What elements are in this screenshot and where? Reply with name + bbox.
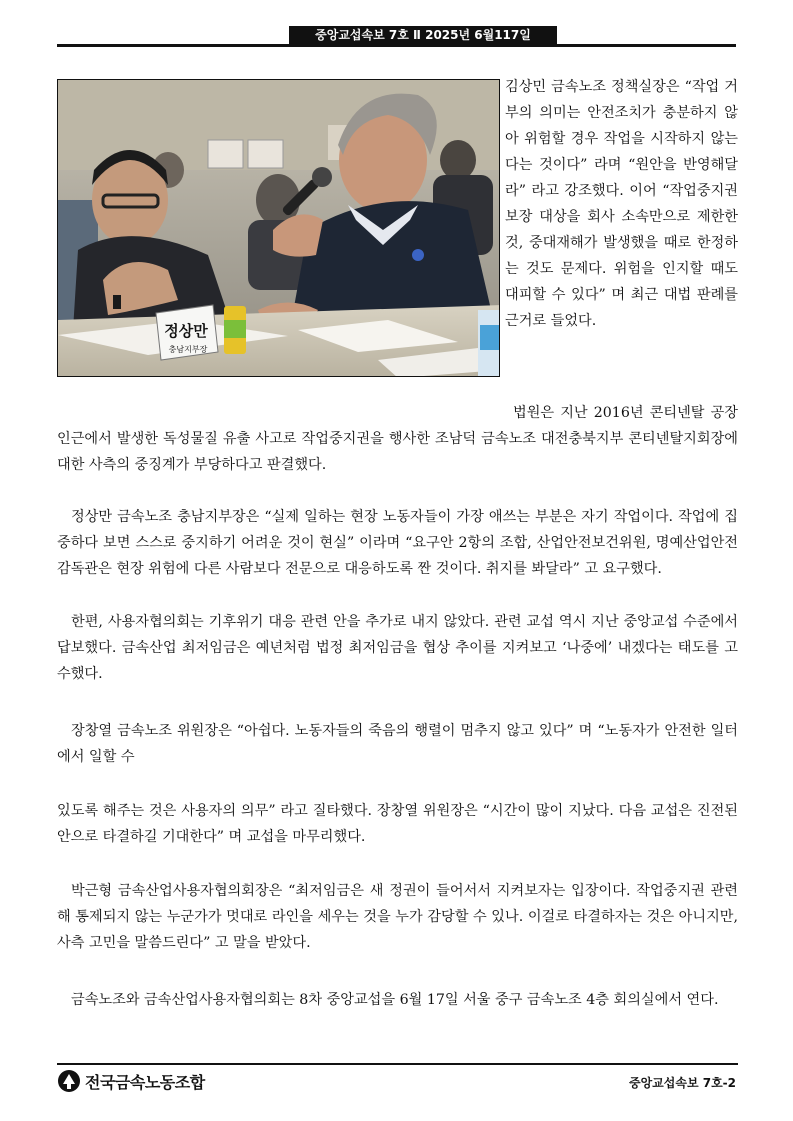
meeting-photo (57, 79, 500, 377)
nameplate-title: 충남지부장 (168, 345, 208, 354)
paragraph-next-session: 금속노조와 금속산업사용자협의회는 8차 중앙교섭을 6월 17일 서울 중구 금속노조 4층 회의실에서 연다. (71, 992, 719, 1008)
footer-logo (57, 1068, 205, 1094)
paragraph-union-president-1: 장창열 금속노조 위원장은 “아쉽다. 노동자들의 죽음의 행렬이 멈추지 않고 있다” 며 “노동자가 안전한 일터에서 일할 수 (57, 723, 738, 765)
paragraph-chungnam-chief: 정상만 금속노조 충남지부장은 “실제 일하는 현장 노동자들이 가장 애쓰는 부분은 자기 작업이다. 작업에 집중하다 보면 스스로 중지하기 어려운 것이 현실” 이라며 “요구안 2항의 조합, 산업안전보건위원, 명예산업안전감독관은 현장 위험에 다른 사람보다 전문으로 대응하도록 짠 것이다. 취지를 봐달라” 고 요구했다. (57, 509, 738, 577)
paragraph-policy-chief: 김상민 금속노조 정책실장은 “작업 거부의 의미는 안전조치가 충분하지 않아 위험할 경우 작업을 시작하지 않는다는 것이다” 라며 “원안을 반영해달라” 라고 강조했다. 이어 “작업중지권 보장 대상을 회사 소속만으로 제한한 것, 중대재해가 발생했을 때로 한정하는 것도 문제다. 위험을 인지할 때도 대피할 수 있다” 며 최근 대법 판례를 근거로 들었다. (505, 79, 738, 329)
newsletter-title: 중앙교섭속보 7호 Ⅱ 2025년 6월117일 (289, 26, 557, 45)
union-emblem-icon (57, 1069, 81, 1093)
paragraph-court-ruling: 법원은 지난 2016년 콘티넨탈 공장 인근에서 발생한 독성물질 유출 사고로 작업중지권을 행사한 조남덕 금속노조 대전충북지부 콘티넨탈지회장에 대한 사측의 중징계가 부당하다고 판결했다. (57, 405, 738, 473)
footer-rule (57, 1063, 738, 1065)
nameplate-name: 정상만 (164, 322, 208, 340)
header-rule (57, 44, 736, 47)
page-label: 중앙교섭속보 7호-2 (628, 1076, 736, 1090)
paragraph-employer-stance: 한편, 사용자협의회는 기후위기 대응 관련 안을 추가로 내지 않았다. 관련 교섭 역시 지난 중앙교섭 수준에서 답보했다. 금속산업 최저임금은 예년처럼 법정 최저임금을 협상 추이를 지켜보고 ‘나중에’ 내겠다는 태도를 고수했다. (57, 614, 738, 682)
paragraph-union-president-2: 있도록 해주는 것은 사용자의 의무” 라고 질타했다. 장창열 위원장은 “시간이 많이 지났다. 다음 교섭은 진전된 안으로 타결하길 기대한다” 며 교섭을 마무리했다. (57, 803, 738, 845)
header-bar (57, 26, 736, 46)
org-name: 전국금속노동조합 (85, 1072, 205, 1092)
paragraph-employer-chair: 박근형 금속산업사용자협의회장은 “최저임금은 새 정권이 들어서서 지켜보자는 입장이다. 작업중지권 관련해 통제되지 않는 누군가가 멋대로 라인을 세우는 것을 누가 감당할 수 있나. 이걸로 타결하자는 것은 아니지만, 사측 고민을 말씀드린다” 고 말을 받았다. (57, 883, 738, 951)
